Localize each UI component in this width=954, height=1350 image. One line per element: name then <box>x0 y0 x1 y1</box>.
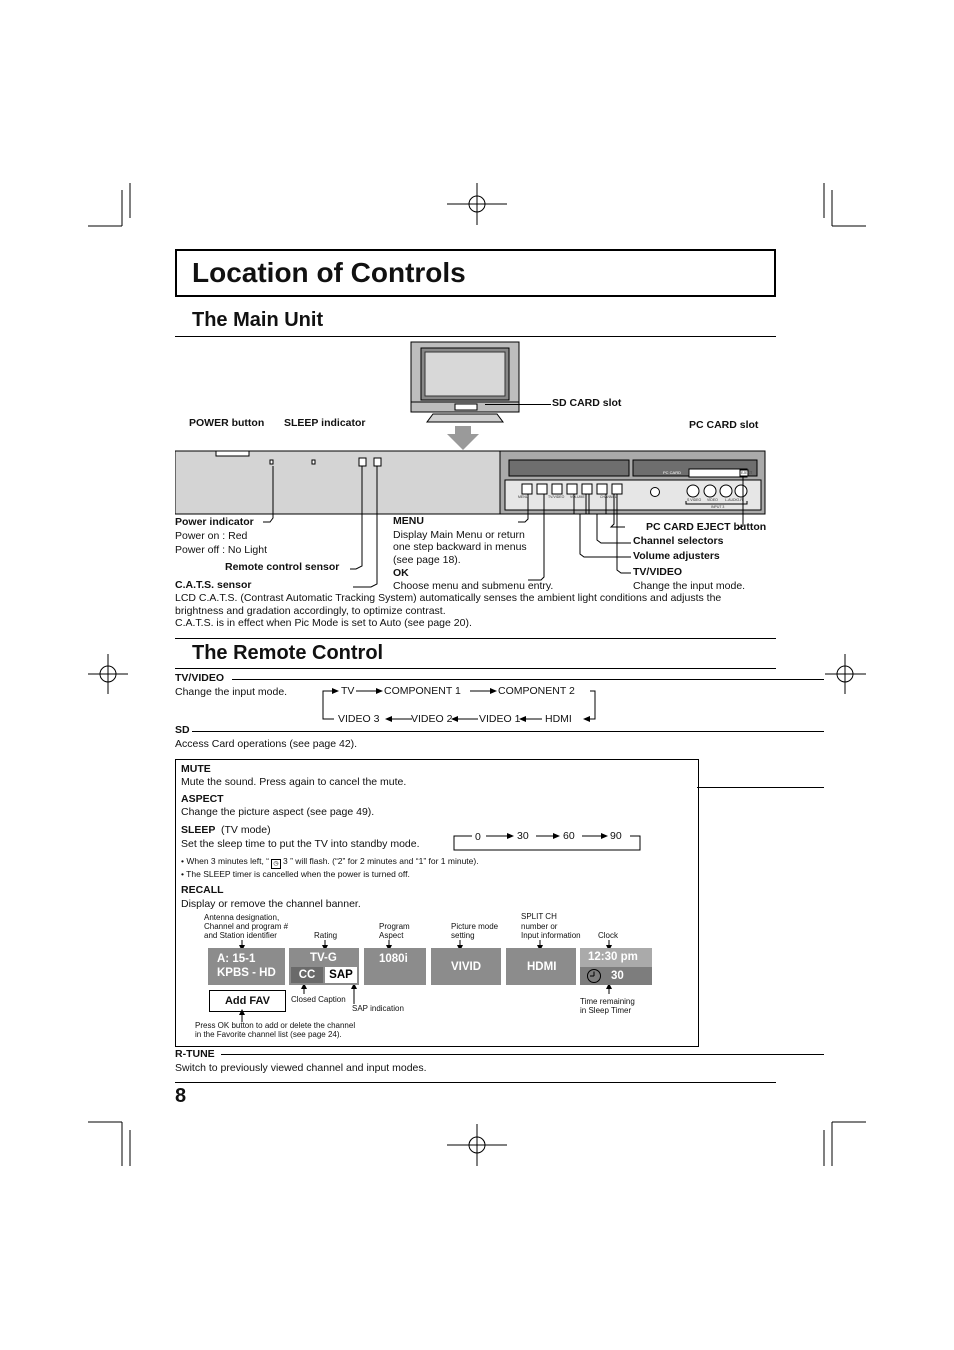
banner-channel: A: 15-1 <box>217 953 256 965</box>
pc-card-eject-label: PC CARD EJECT button <box>646 521 767 533</box>
panel-label-menu: MENU <box>518 495 529 499</box>
remote-sd-desc: Access Card operations (see page 42). <box>175 738 358 750</box>
ok-label: OK <box>393 567 409 579</box>
input-video-3: VIDEO 3 <box>338 713 380 725</box>
remote-sensor-label: Remote control sensor <box>225 561 340 573</box>
label-rating: Rating <box>314 931 338 940</box>
sleep-indicator-label: SLEEP indicator <box>284 417 366 429</box>
leader-line <box>221 1054 824 1055</box>
aspect-title: ASPECT <box>181 793 224 805</box>
power-button-label: POWER button <box>189 417 265 429</box>
label-antenna-1: Antenna designation, <box>204 913 280 922</box>
clock-icon <box>586 968 602 984</box>
time-remaining-2: in Sleep Timer <box>580 1006 632 1015</box>
tv-video-label: TV/VIDEO <box>633 566 683 578</box>
sleep-note-1 <box>181 856 479 869</box>
sleep-title: SLEEP <box>181 824 216 836</box>
power-indicator-label: Power indicator <box>175 516 254 528</box>
clock-icon: ◷ <box>271 859 281 869</box>
cats-desc-1: LCD C.A.T.S. (Contrast Automatic Tracking System) automatically senses the ambient light conditions and adjusts the <box>175 592 722 604</box>
banner-time: 12:30 pm <box>588 951 638 963</box>
banner-aspect: 1080i <box>379 953 408 965</box>
input-component-2: COMPONENT 2 <box>498 685 575 697</box>
menu-desc-2: one step backward in menus <box>393 541 527 553</box>
banner-channel-block <box>208 948 285 985</box>
menu-desc-1: Display Main Menu or return <box>393 529 525 541</box>
recall-desc: Display or remove the channel banner. <box>181 898 361 910</box>
panel-label-channel: CHANNEL <box>600 495 617 499</box>
label-program-2: Aspect <box>379 931 404 940</box>
label-antenna-2: Channel and program # <box>204 922 289 931</box>
banner-rating-block <box>289 948 359 985</box>
remote-heading: The Remote Control <box>192 642 384 664</box>
banner-input-block <box>506 948 576 985</box>
sleep-note-1-pre: • When 3 minutes left, “ <box>181 856 270 866</box>
sap-indication-label: SAP indication <box>352 1004 404 1013</box>
pc-card-slot-label: PC CARD slot <box>689 419 759 431</box>
remote-tv-video-title: TV/VIDEO <box>175 672 225 684</box>
cats-desc-2: brightness and gradation accordingly, to optimize contrast. <box>175 605 446 617</box>
label-split-1: SPLIT CH <box>521 912 557 921</box>
banner-picture-block <box>431 948 501 985</box>
banner-clock-block <box>580 948 652 985</box>
leader-line <box>485 404 551 405</box>
add-fav-box: Add FAV <box>209 990 286 1012</box>
label-split-3: Input information <box>521 931 581 940</box>
rtune-title: R-TUNE <box>175 1048 215 1060</box>
cats-sensor-label: C.A.T.S. sensor <box>175 579 252 591</box>
remote-sd-title: SD <box>175 724 190 736</box>
sleep-note-2: • The SLEEP timer is cancelled when the power is turned off. <box>181 869 410 879</box>
input-component-1: COMPONENT 1 <box>384 685 461 697</box>
tv-illustration <box>405 340 525 452</box>
power-off-text: Power off : No Light <box>175 544 268 556</box>
menu-label: MENU <box>393 515 424 527</box>
time-remaining-1: Time remaining <box>580 997 635 1006</box>
leader-line <box>697 787 824 788</box>
remote-tv-video-desc: Change the input mode. <box>175 686 288 698</box>
sleep-step-0: 0 <box>475 831 481 843</box>
page-title: Location of Controls <box>192 257 466 288</box>
mute-title: MUTE <box>181 763 211 775</box>
page-title-box <box>175 249 776 297</box>
ok-desc: Choose menu and submenu entry. <box>393 580 554 592</box>
label-antenna-3: and Station identifier <box>204 931 277 940</box>
banner-sleep-remaining: 30 <box>611 970 624 982</box>
panel-label-s-video: S VIDEO <box>687 498 702 502</box>
press-ok-2: in the Favorite channel list (see page 24). <box>195 1030 342 1039</box>
sd-card-slot-label: SD CARD slot <box>552 397 622 409</box>
rtune-desc: Switch to previously viewed channel and input modes. <box>175 1062 427 1074</box>
sleep-step-60: 60 <box>563 830 575 842</box>
banner-sap: SAP <box>325 967 357 983</box>
leader-line <box>192 731 824 732</box>
page-number: 8 <box>175 1085 187 1107</box>
sleep-step-30: 30 <box>517 830 529 842</box>
input-tv: TV <box>341 685 355 697</box>
label-split-2: number or <box>521 922 558 931</box>
panel-label-input3: INPUT 3 <box>711 505 725 509</box>
sleep-note-1-post: 3 ” will flash. (“2” for 2 minutes and “1” for 1 minute). <box>283 856 479 866</box>
banner-cc: CC <box>291 967 323 983</box>
input-video-2: VIDEO 2 <box>411 713 453 725</box>
panel-label-pc-card: PC CARD <box>663 470 682 475</box>
divider <box>175 638 776 639</box>
divider <box>175 336 776 337</box>
banner-station: KPBS - HD <box>217 967 276 979</box>
channel-selectors-label: Channel selectors <box>633 535 724 547</box>
banner-input: HDMI <box>527 961 557 973</box>
label-program-1: Program <box>379 922 410 931</box>
tv-video-desc: Change the input mode. <box>633 580 746 592</box>
aspect-desc: Change the picture aspect (see page 49). <box>181 806 375 818</box>
power-on-text: Power on : Red <box>175 530 248 542</box>
banner-aspect-block <box>364 948 426 985</box>
menu-desc-3: (see page 18). <box>393 554 461 566</box>
panel-label-volume: VOLUME <box>570 495 585 499</box>
press-ok-1: Press OK button to add or delete the channel <box>195 1021 356 1030</box>
input-video-1: VIDEO 1 <box>479 713 521 725</box>
label-picture-2: setting <box>451 931 475 940</box>
banner-rating: TV-G <box>310 952 337 964</box>
volume-adjusters-label: Volume adjusters <box>633 550 720 562</box>
panel-label-audio: L-AUDIO-R <box>725 498 743 502</box>
label-clock: Clock <box>598 931 619 940</box>
divider <box>175 1082 776 1083</box>
panel-label-tv-video: TV/VIDEO <box>548 495 565 499</box>
sleep-desc: Set the sleep time to put the TV into standby mode. <box>181 838 420 850</box>
input-hdmi: HDMI <box>545 713 572 725</box>
divider <box>175 668 776 669</box>
main-unit-heading: The Main Unit <box>192 309 324 331</box>
label-picture-1: Picture mode <box>451 922 499 931</box>
panel-label-video: VIDEO <box>707 498 718 502</box>
cats-desc-3: C.A.T.S. is in effect when Pic Mode is set to Auto (see page 20). <box>175 617 472 629</box>
banner-picture: VIVID <box>451 961 482 973</box>
sleep-mode: (TV mode) <box>221 824 271 836</box>
sleep-step-90: 90 <box>610 830 622 842</box>
recall-title: RECALL <box>181 884 224 896</box>
closed-caption-label: Closed Caption <box>291 995 346 1004</box>
mute-desc: Mute the sound. Press again to cancel the mute. <box>181 776 407 788</box>
panel-label-eject: EJECT <box>741 471 753 475</box>
